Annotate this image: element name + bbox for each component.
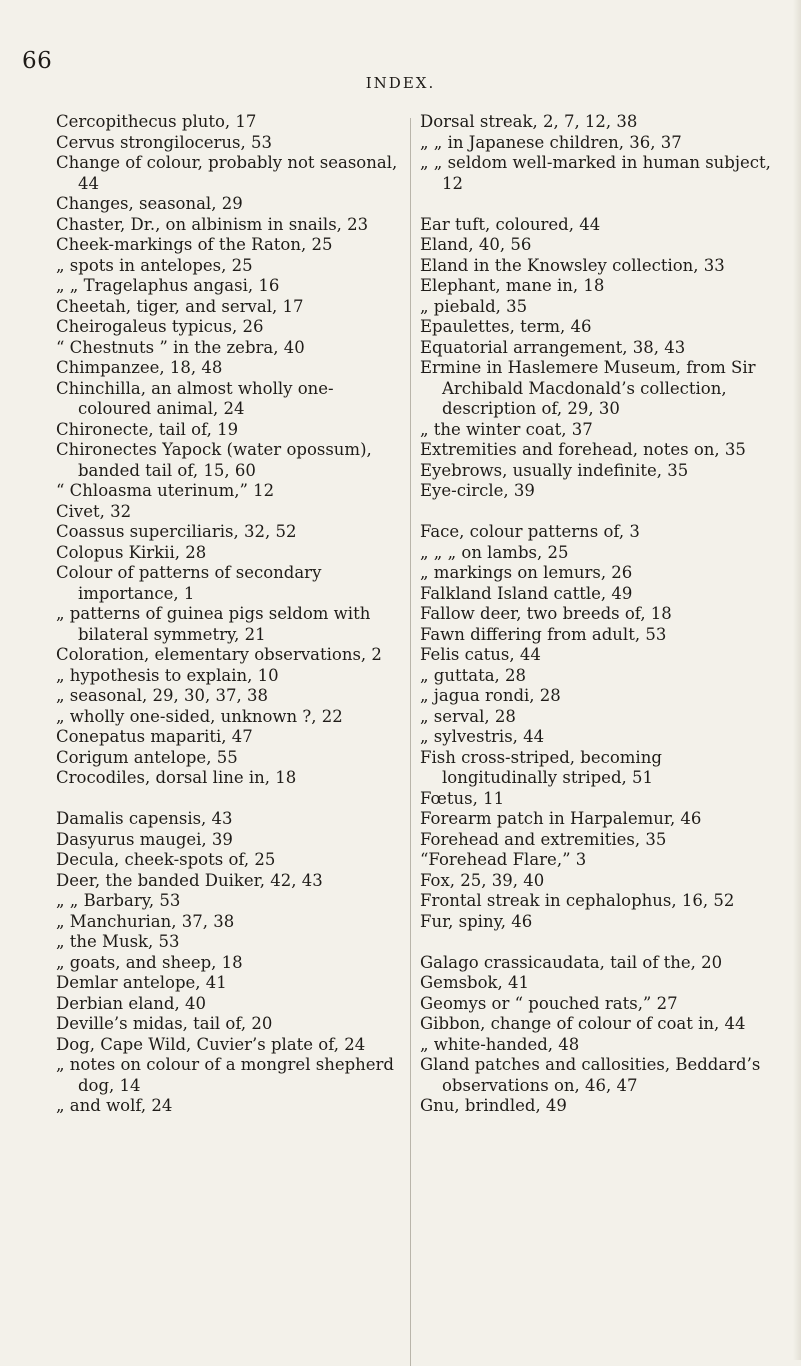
index-entry: Deville’s midas, tail of, 20 [56,1014,273,1033]
index-entry: Coassus superciliaris, 32, 52 [56,522,297,541]
index-entry: Galago crassicaudata, tail of the, 20 [420,952,723,972]
index-entry: Change of colour, probably not seasonal, 44 [56,153,403,193]
index-entry: Corigum antelope, 55 [56,747,238,767]
index-entry: „ sylvestris, 44 [420,727,545,746]
index-entry: Dorsal streak, 2, 7, 12, 38 [420,112,638,131]
running-head: INDEX. [365,74,436,92]
index-entry: Face, colour patterns of, 3 [420,522,640,541]
index-entry: Fish cross-striped, becoming longitudinally striped, 51 [420,747,668,787]
index-entry: „ „ seldom well-marked in human subject, 12 [420,153,777,193]
index-entry: „ the Musk, 53 [56,932,180,951]
index-entry: Damalis capensis, 43 [56,809,233,828]
index-entry: „ the winter coat, 37 [420,419,593,439]
index-entry: Dasyurus maugei, 39 [56,829,233,849]
index-entry: „ „ „ on lambs, 25 [420,542,569,562]
section-gap [420,932,780,953]
index-entry: „ „ Barbary, 53 [56,891,181,910]
page-number: 66 [22,48,53,74]
index-entry: „ „ Tragelaphus angasi, 16 [56,276,280,295]
index-entry: „ hypothesis to explain, 10 [56,665,279,685]
index-entry: Chimpanzee, 18, 48 [56,358,223,377]
index-entry: Derbian eland, 40 [56,993,206,1013]
index-entry: Extremities and forehead, notes on, 35 [420,440,746,459]
index-entry: „ markings on lemurs, 26 [420,563,633,582]
index-entry: Ermine in Haslemere Museum, from Sir Archibald Macdonald’s collection, description of, 29, 30 [420,358,761,418]
index-entry: Ear tuft, coloured, 44 [420,214,601,234]
index-entry: Deer, the banded Duiker, 42, 43 [56,870,323,890]
index-entry: Chaster, Dr., on albinism in snails, 23 [56,214,369,234]
index-entry: Cheirogaleus typicus, 26 [56,317,264,336]
index-entry: „ piebald, 35 [420,296,528,316]
index-entry: Cervus strongilocerus, 53 [56,132,273,152]
index-entry: Fallow deer, two breeds of, 18 [420,604,672,623]
index-entry: Elephant, mane in, 18 [420,276,605,295]
section-gap [56,789,404,810]
index-entry: “ Chloasma uterinum,” 12 [56,481,275,500]
index-entry: Falkland Island cattle, 49 [420,583,633,603]
index-entry: Frontal streak in cephalophus, 16, 52 [420,891,735,910]
index-entry: Chinchilla, an almost wholly one-coloured animal, 24 [56,378,334,418]
index-entry: Colour of patterns of secondary importance, 1 [56,563,327,603]
page-edge [793,0,801,1360]
index-entry: Decula, cheek-spots of, 25 [56,850,276,869]
index-entry: „ seasonal, 29, 30, 37, 38 [56,686,268,705]
index-entry: „ jagua rondi, 28 [420,686,561,705]
index-column-left [56,112,404,1117]
section-gap [420,502,780,523]
index-entry: Coloration, elementary observations, 2 [56,645,382,664]
index-entry: Eyebrows, usually indefinite, 35 [420,460,689,480]
index-entry: Dog, Cape Wild, Cuvier’s plate of, 24 [56,1034,366,1054]
index-entry: Equatorial arrangement, 38, 43 [420,337,686,357]
index-entry: Civet, 32 [56,501,132,521]
index-entry: Gland patches and callosities, Beddard’s observations on, 46, 47 [420,1055,766,1095]
index-entry: „ and wolf, 24 [56,1096,173,1115]
index-entry: Forearm patch in Harpalemur, 46 [420,809,702,828]
index-entry: „ Manchurian, 37, 38 [56,911,235,931]
index-entry: Gnu, brindled, 49 [420,1096,567,1115]
index-entry: Geomys or “ pouched rats,” 27 [420,993,678,1013]
index-entry: Changes, seasonal, 29 [56,194,243,213]
index-entry: „ spots in antelopes, 25 [56,255,253,275]
index-entry: Fur, spiny, 46 [420,911,533,931]
index-entry: Cheek-markings of the Raton, 25 [56,235,333,254]
section-gap [420,194,780,215]
index-entry: Gemsbok, 41 [420,973,530,992]
column-divider [410,118,411,1366]
index-entry: „ white-handed, 48 [420,1034,580,1054]
index-entry: Crocodiles, dorsal line in, 18 [56,768,297,787]
index-entry: “Forehead Flare,” 3 [420,850,587,869]
index-entry: Conepatus mapariti, 47 [56,727,253,746]
index-entry: Demlar antelope, 41 [56,973,227,992]
index-entry: Felis catus, 44 [420,645,541,664]
index-entry: Eland in the Knowsley collection, 33 [420,255,725,275]
index-entry: Epaulettes, term, 46 [420,317,592,336]
index-entry: “ Chestnuts ” in the zebra, 40 [56,337,305,357]
index-entry: Eland, 40, 56 [420,235,532,254]
index-entry: „ serval, 28 [420,706,516,726]
index-entry: „ goats, and sheep, 18 [56,952,243,972]
index-entry: Cercopithecus pluto, 17 [56,112,257,131]
index-entry: Fœtus, 11 [420,788,505,808]
index-entry: Chironectes Yapock (water opossum), banded tail of, 15, 60 [56,440,378,480]
index-entry: „ wholly one-sided, unknown ?, 22 [56,706,343,726]
index-entry: „ „ in Japanese children, 36, 37 [420,132,682,152]
index-entry: „ guttata, 28 [420,665,527,685]
index-entry: „ patterns of guinea pigs seldom with bilateral symmetry, 21 [56,604,376,644]
index-entry: Gibbon, change of colour of coat in, 44 [420,1014,746,1033]
index-column-right [420,112,780,1117]
index-entry: Chironecte, tail of, 19 [56,419,239,439]
index-entry: Colopus Kirkii, 28 [56,542,207,562]
index-entry: Eye-circle, 39 [420,481,535,500]
index-entry: Fawn differing from adult, 53 [420,624,667,644]
index-entry: „ notes on colour of a mongrel shepherd dog, 14 [56,1055,400,1095]
index-entry: Fox, 25, 39, 40 [420,870,545,890]
index-entry: Forehead and extremities, 35 [420,829,667,849]
index-entry: Cheetah, tiger, and serval, 17 [56,296,304,316]
